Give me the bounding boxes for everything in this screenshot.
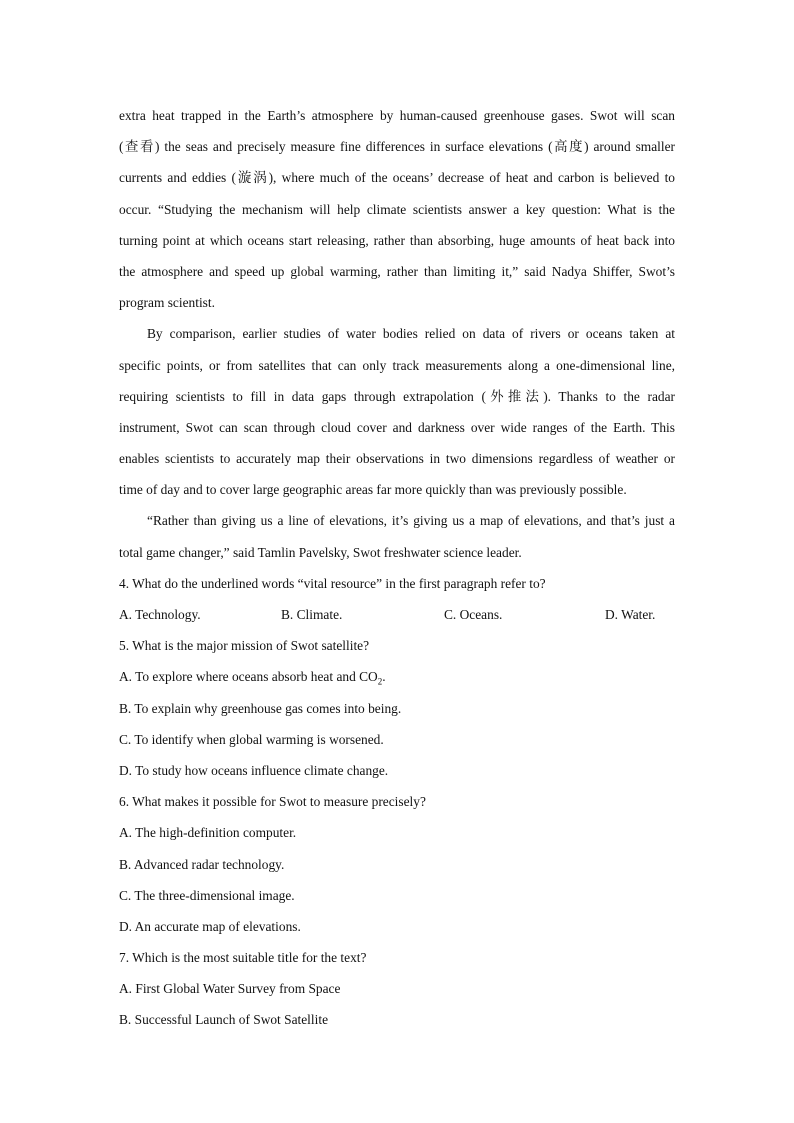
option-b: B. To explain why greenhouse gas comes into being. bbox=[119, 700, 402, 716]
text-line: occur. “Studying the mechanism will help climate scientists answer a key question: What is the bbox=[119, 201, 675, 217]
options-row bbox=[119, 599, 675, 630]
question-7 bbox=[119, 942, 675, 1036]
option-a: A. The high-definition computer. bbox=[119, 825, 297, 841]
text-line: (查看) the seas and precisely measure fine differences in surface elevations (高度) around smaller bbox=[119, 139, 675, 155]
text-line: requiring scientists to fill in data gaps through extrapolation (外推法). Thanks to the radar bbox=[119, 388, 675, 404]
option-d: D. An accurate map of elevations. bbox=[119, 918, 301, 934]
text-line: program scientist. bbox=[119, 295, 215, 311]
text-line: currents and eddies (漩涡), where much of the oceans’ decrease of heat and carbon is believed to bbox=[119, 170, 675, 186]
text-line: instrument, Swot can scan through cloud cover and darkness over wide ranges of the Earth. This bbox=[119, 419, 675, 435]
text-line: turning point at which oceans start releasing, rather than absorbing, huge amounts of heat back into bbox=[119, 232, 675, 248]
option-a-end: . bbox=[382, 669, 386, 685]
subscript: 2 bbox=[377, 677, 383, 688]
question-5 bbox=[119, 630, 675, 786]
text-line: “Rather than giving us a line of elevations, it’s giving us a map of elevations, and that’s just a bbox=[147, 513, 675, 529]
option-c: C. To identify when global warming is worsened. bbox=[119, 731, 384, 747]
question-stem: 5. What is the major mission of Swot satellite? bbox=[119, 638, 370, 654]
option-d: D. Water. bbox=[605, 607, 656, 622]
option-d: D. To study how oceans influence climate change. bbox=[119, 762, 389, 778]
option-b: B. Climate. bbox=[281, 607, 343, 622]
passage-paragraph-3 bbox=[119, 505, 675, 567]
text-line: By comparison, earlier studies of water bodies relied on data of rivers or oceans taken at bbox=[147, 326, 675, 342]
question-stem: 6. What makes it possible for Swot to measure precisely? bbox=[119, 794, 426, 810]
text-line: time of day and to cover large geographic areas far more quickly than was previously possible. bbox=[119, 482, 627, 498]
text-line: specific points, or from satellites that can only track measurements along a one-dimensional line, bbox=[119, 357, 675, 373]
question-6 bbox=[119, 786, 675, 942]
option-a: A. Technology. bbox=[119, 607, 201, 622]
option-a bbox=[119, 661, 675, 692]
option-a: A. First Global Water Survey from Space bbox=[119, 981, 341, 997]
text-line: enables scientists to accurately map their observations in two dimensions regardless of weather or bbox=[119, 451, 675, 467]
question-4 bbox=[119, 568, 675, 630]
text-line: extra heat trapped in the Earth’s atmosphere by human-caused greenhouse gases. Swot will scan bbox=[119, 108, 675, 123]
text-line: the atmosphere and speed up global warming, rather than limiting it,” said Nadya Shiffer, Swot’s bbox=[119, 263, 675, 279]
question-stem: 4. What do the underlined words “vital resource” in the first paragraph refer to? bbox=[119, 575, 546, 591]
passage-paragraph-1 bbox=[119, 100, 675, 318]
passage-paragraph-2 bbox=[119, 318, 675, 505]
option-b: B. Successful Launch of Swot Satellite bbox=[119, 1012, 329, 1028]
option-a-text: A. To explore where oceans absorb heat and CO bbox=[119, 669, 378, 685]
option-b: B. Advanced radar technology. bbox=[119, 856, 285, 872]
question-stem: 7. Which is the most suitable title for the text? bbox=[119, 950, 367, 966]
option-c: C. Oceans. bbox=[444, 607, 503, 622]
text-line: total game changer,” said Tamlin Pavelsky, Swot freshwater science leader. bbox=[119, 544, 522, 560]
page-content bbox=[119, 100, 675, 1036]
option-c: C. The three-dimensional image. bbox=[119, 887, 295, 903]
